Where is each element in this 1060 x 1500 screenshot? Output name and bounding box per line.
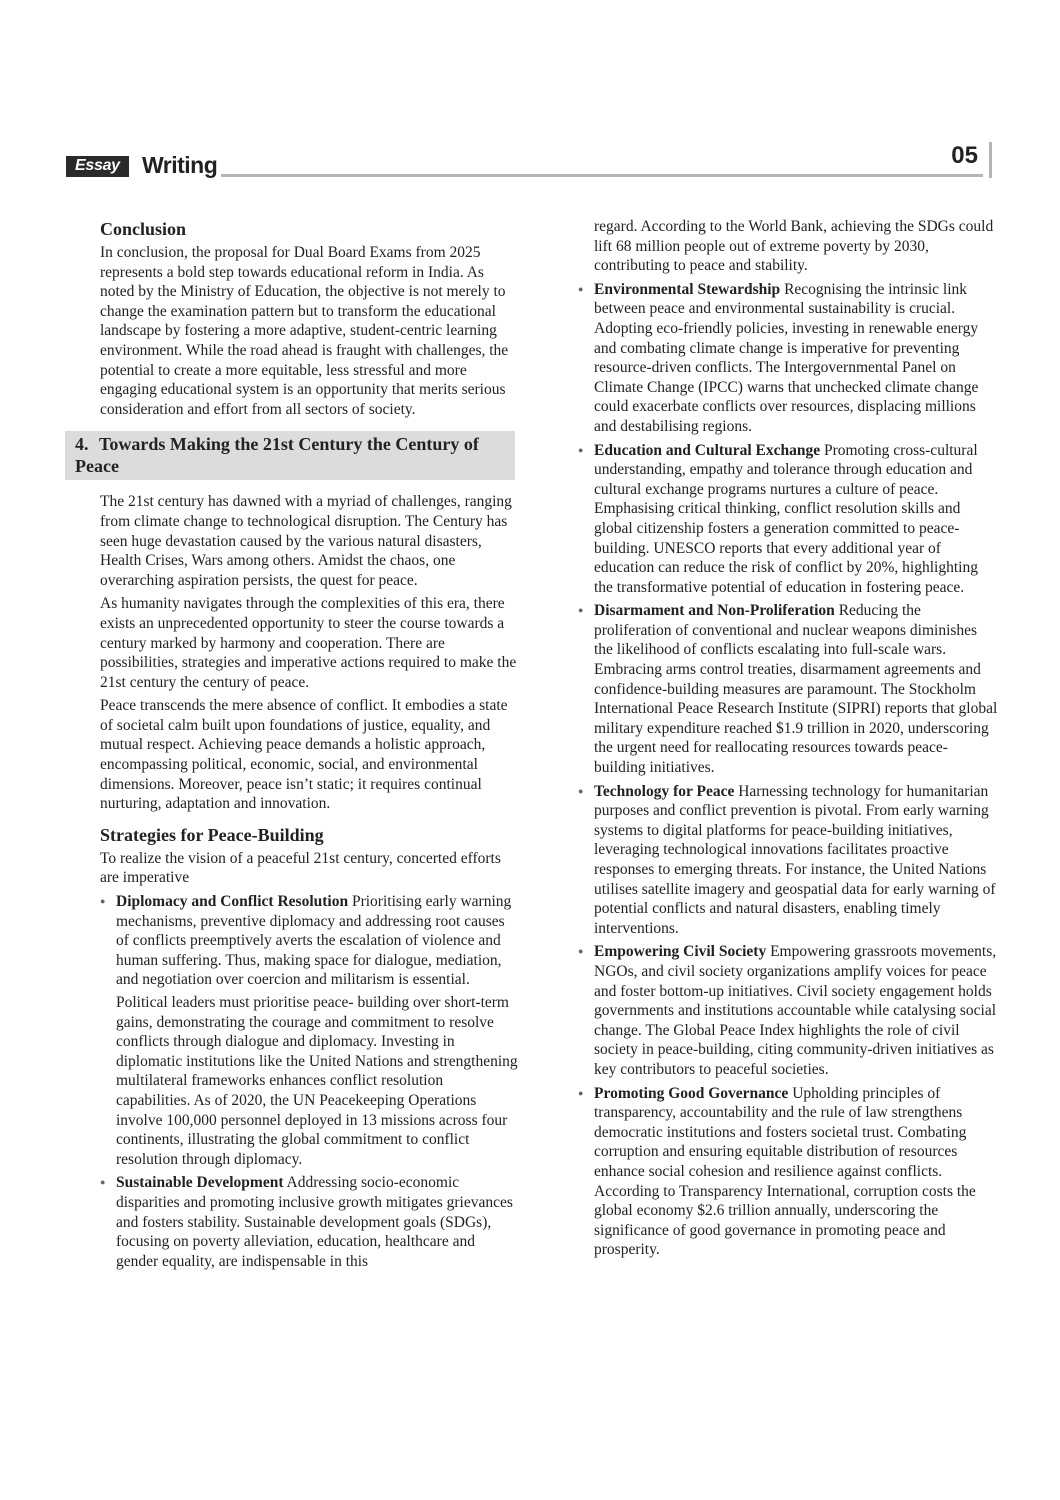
strategies-heading: Strategies for Peace-Building <box>100 824 324 845</box>
intro-paragraph-1: The 21st century has dawned with a myriad of challenges, ranging from climate change to technological disruption. The Century has seen huge devastation caused by the various natural disasters, Health Crises, Wars among others. Amidst the chaos, one overarching aspiration persists, the quest for peace. <box>100 493 512 589</box>
intro-paragraph-2: As humanity navigates through the complexities of this era, there exists an unprecedented opportunity to steer the course towards a century marked by harmony and cooperation. There are possibilities, strategies and imperative actions required to make the 21st century the century of peace. <box>100 595 517 691</box>
bullet-text: Harnessing technology for humanitarian purposes and conflict prevention is pivotal. From early warning systems to digital platforms for peace-building initiatives, leveraging technological innovations facilitates proactive responses to emerging threats. For instance, the United Nations utilises satellite imagery and geospatial data for early warning of potential conflicts and natural disasters, enabling timely interventions. <box>594 782 996 937</box>
header-rule <box>221 174 983 177</box>
conclusion-paragraph: In conclusion, the proposal for Dual Board Exams from 2025 represents a bold step towards educational reform in India. As noted by the Ministry of Education, the objective is not merely to change the examination pattern but to transform the educational landscape by fostering a more adaptive, student-centric learning environment. While the road ahead is fraught with challenges, the potential to create a more equitable, less stressful and more engaging educational system is an opportunity that merits serious consideration and effort from all sectors of society. <box>100 244 509 418</box>
bullet-text: Prioritising early warning mechanisms, preventive diplomacy and addressing root causes of conflicts preemptively averts the escalation of violence and human suffering. Thus, making space for dialogue, mediation, and negotiation over coercion and militarism is essential. <box>116 893 512 989</box>
bullet-text: Reducing the proliferation of conventional and nuclear weapons diminishes the likelihood of conflicts escalating into full-scale wars. Embracing arms control treaties, disarmament agreements and confidence-building measures are paramount. The Stockholm International Peace Research Institute (SIPRI) reports that global military expenditure reached $1.9 trillion in 2020, underscoring the urgent need for reallocating resources towards peace-building initiatives. <box>594 602 998 777</box>
bullet-title: Sustainable Development <box>116 1174 284 1192</box>
intro-paragraph-3: Peace transcends the mere absence of conflict. It embodies a state of societal calm built upon foundations of justice, equality, and mutual respect. Achieving peace demands a holistic approach, encompassing political, economic, social, and environmental dimensions. Moreover, peace isn’t static; it requires continual nurturing, adaptation and innovation. <box>100 697 508 813</box>
continuation-paragraph: regard. According to the World Bank, achieving the SDGs could lift 68 million people out of extreme poverty by 2030, contributing to peace and stability. <box>594 218 994 275</box>
bullet-title: Diplomacy and Conflict Resolution <box>116 893 349 911</box>
bullet-text: Addressing socio-economic disparities and promoting inclusive growth mitigates grievances and fosters stability. Sustainable development goals (SDGs), focusing on poverty alleviation, education, healthcare and gender equality, are indispensable in this <box>116 1174 513 1270</box>
list-item <box>100 892 520 1169</box>
list-item <box>578 782 998 939</box>
bullet-text: Empowering grassroots movements, NGOs, and civil society organizations amplify voices for peace and foster bottom-up initiatives. Civil society engagement holds governments and institutions accountable while catalysing social change. The Global Peace Index highlights the role of civil society in peace-building, citing community-driven initiatives as key contributors to peaceful societies. <box>594 943 997 1078</box>
diplomacy-followup-paragraph: Political leaders must prioritise peace- building over short-term gains, demonstrating the courage and commitment to resolve conflicts through dialogue and diplomacy. Investing in diplomatic institutions like the United Nations and strengthening multilateral frameworks enhances conflict resolution capabilities. As of 2020, the UN Peacekeeping Operations involve 100,000 personnel deployed in 13 missions across four continents, illustrating the global commitment to conflict resolution through diplomacy. <box>116 994 518 1168</box>
essay-number: 4. <box>75 434 89 455</box>
bullet-text: Recognising the intrinsic link between peace and environmental sustainability is crucial. Adopting eco-friendly policies, investing in renewable energy and combating climate change is imperative for preventing resource-driven conflicts. The Intergovernmental Panel on Climate Change (IPCC) warns that unchecked climate change could exacerbate conflicts over resources, displacing millions and destabilising regions. <box>594 280 979 435</box>
page-header <box>66 142 992 178</box>
essay-title: Towards Making the 21st Century the Century of Peace <box>75 434 479 477</box>
bullet-title: Education and Cultural Exchange <box>594 441 821 459</box>
list-item <box>578 1084 998 1260</box>
bullet-title: Promoting Good Governance <box>594 1084 789 1102</box>
bullet-text: Upholding principles of transparency, accountability and the rule of law strengthens democratic institutions and fosters societal trust. Combating corruption and ensuring equitable distribution of resources enhance social cohesion and resilience against conflicts. According to Transparency International, corruption costs the global economy $2.6 trillion annually, underscoring the significance of good governance in promoting peace and prosperity. <box>594 1084 976 1259</box>
bullet-title: Technology for Peace <box>594 782 735 800</box>
right-column <box>578 217 998 1264</box>
page-number-bar <box>989 142 992 178</box>
list-item <box>100 1173 520 1271</box>
bullet-title: Disarmament and Non-Proliferation <box>594 602 835 620</box>
left-bullet-list <box>100 892 520 1271</box>
bullet-title: Environmental Stewardship <box>594 280 781 298</box>
essay-title-block <box>65 431 515 480</box>
list-item <box>578 601 998 777</box>
list-item <box>578 942 998 1079</box>
right-bullet-list <box>578 280 998 1260</box>
section-badge: Essay <box>66 156 129 177</box>
conclusion-heading: Conclusion <box>100 219 187 239</box>
left-column <box>75 218 520 1275</box>
bullet-text: Promoting cross-cultural understanding, empathy and tolerance through education and cultural exchange programs nurtures a culture of peace. Emphasising critical thinking, conflict resolution skills and global citizenship fosters a generation committed to peace-building. UNESCO reports that every additional year of education can reduce the risk of conflict by 20%, highlighting the transformative potential of education in fostering peace. <box>594 441 978 596</box>
strategies-intro: To realize the vision of a peaceful 21st century, concerted efforts are imperative <box>100 849 501 887</box>
list-item <box>578 441 998 598</box>
list-item <box>578 280 998 437</box>
bullet-title: Empowering Civil Society <box>594 943 767 961</box>
section-title: Writing <box>142 152 218 178</box>
page-number: 05 <box>951 142 978 169</box>
